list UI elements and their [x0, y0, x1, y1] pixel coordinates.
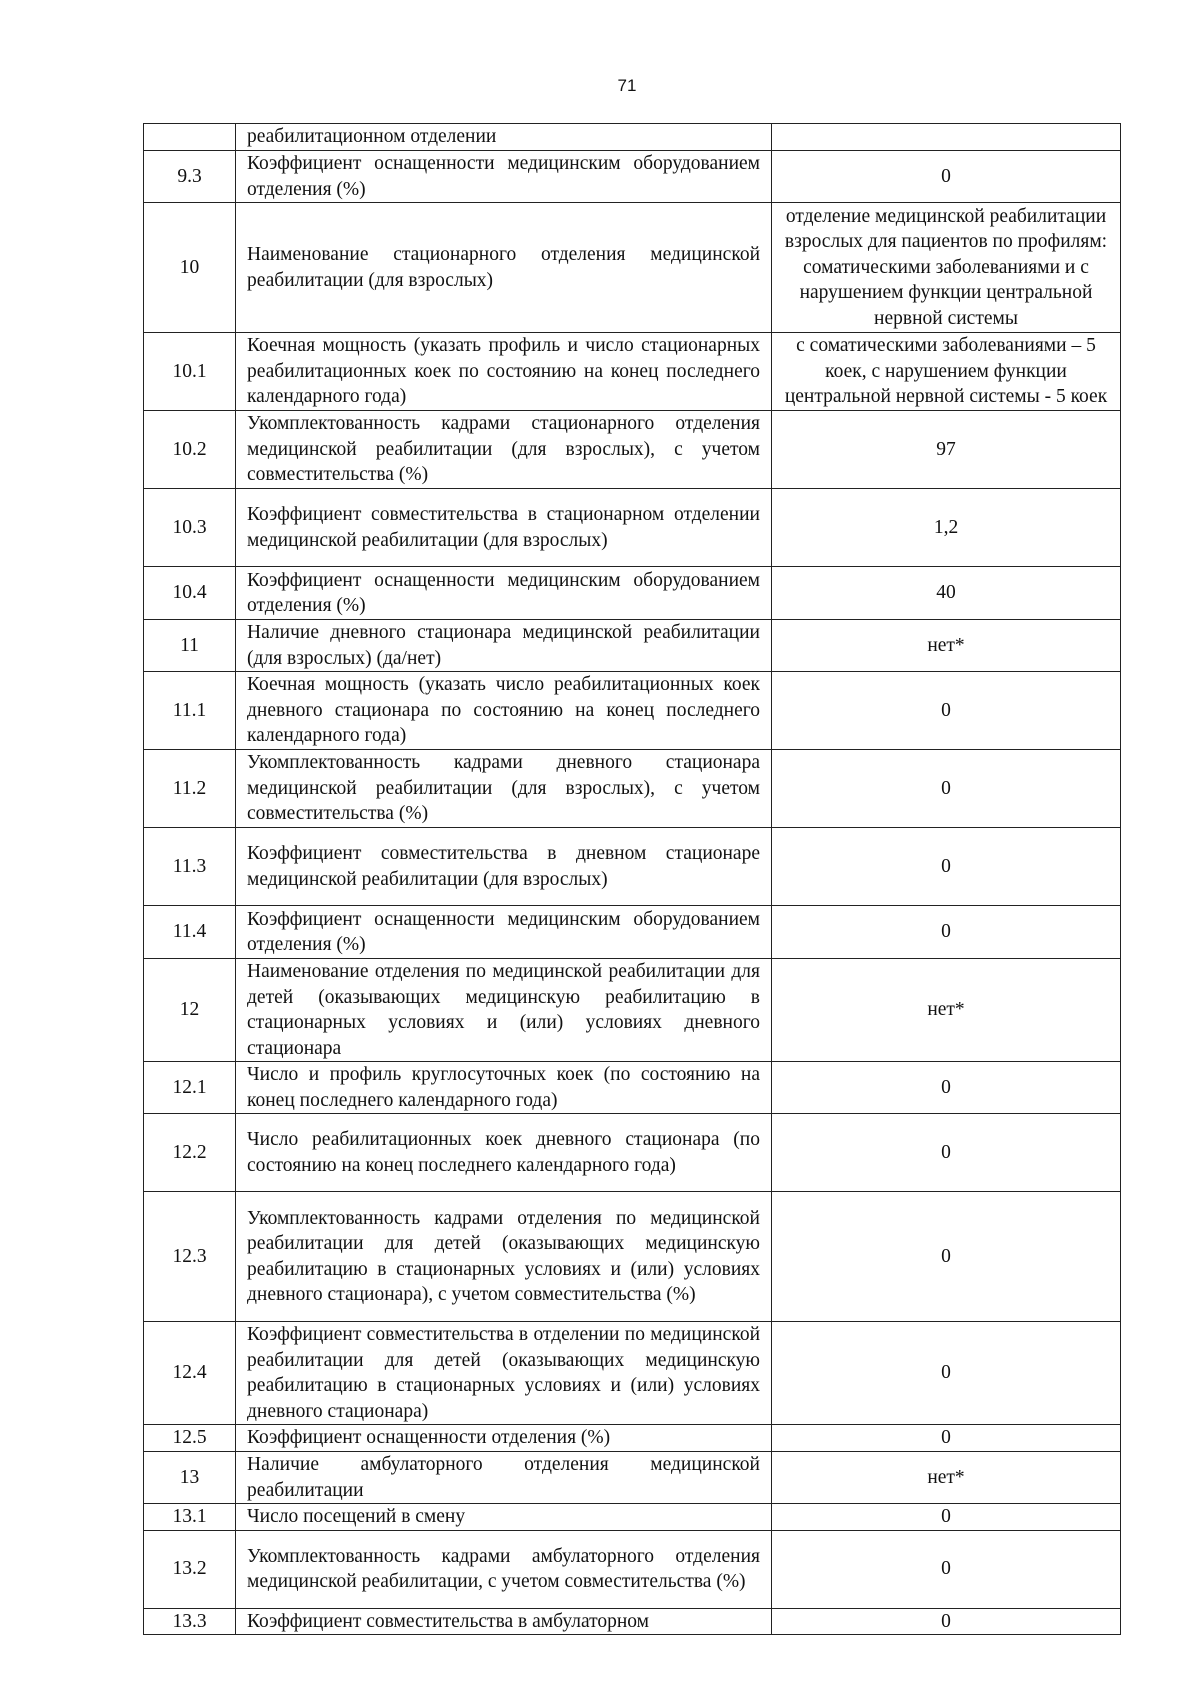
indicator-value-cell: 0 [772, 151, 1121, 203]
indicator-value-cell: 40 [772, 567, 1121, 620]
row-number-cell: 11.2 [144, 750, 236, 828]
indicator-value-cell: 0 [772, 750, 1121, 828]
table-row [144, 906, 1121, 959]
table-row [144, 1114, 1121, 1192]
table-row [144, 1504, 1121, 1531]
row-number-cell: 11 [144, 620, 236, 672]
indicator-name-cell: Коэффициент совместительства в дневном стационаре медицинской реабилитации (для взрослых) [236, 828, 772, 906]
table-row [144, 489, 1121, 567]
row-number-cell: 11.3 [144, 828, 236, 906]
indicator-name-cell: Коэффициент совместительства в отделении по медицинской реабилитации для детей (оказывающих медицинскую реабилитацию в стационарных условиях и (или) условиях дневного стационара) [236, 1322, 772, 1425]
row-number-cell: 12 [144, 959, 236, 1062]
indicator-name-cell: Наличие амбулаторного отделения медицинской реабилитации [236, 1452, 772, 1504]
row-number-cell: 10.3 [144, 489, 236, 567]
row-number-cell: 10.1 [144, 333, 236, 411]
table-row [144, 203, 1121, 333]
indicator-name-cell: Число посещений в смену [236, 1504, 772, 1531]
row-number-cell: 12.1 [144, 1062, 236, 1114]
row-number-cell: 13 [144, 1452, 236, 1504]
indicator-value-cell: 0 [772, 1114, 1121, 1192]
indicator-name-cell: Укомплектованность кадрами амбулаторного отделения медицинской реабилитации, с учетом совместительства (%) [236, 1530, 772, 1608]
indicator-value-cell: 0 [772, 1504, 1121, 1531]
indicator-value-cell: 0 [772, 1192, 1121, 1322]
indicator-value-cell: отделение медицинской реабилитации взрослых для пациентов по профилям: соматическими заболеваниями и с нарушением функции центральной нервной системы [772, 203, 1121, 333]
indicator-name-cell: Наименование стационарного отделения медицинской реабилитации (для взрослых) [236, 203, 772, 333]
table-row [144, 1452, 1121, 1504]
table-row [144, 620, 1121, 672]
row-number-cell: 11.4 [144, 906, 236, 959]
indicator-name-cell: Коэффициент оснащенности отделения (%) [236, 1425, 772, 1452]
indicator-value-cell: нет* [772, 620, 1121, 672]
indicator-value-cell: нет* [772, 1452, 1121, 1504]
indicator-name-cell: Коечная мощность (указать профиль и число стационарных реабилитационных коек по состоянию на конец последнего календарного года) [236, 333, 772, 411]
table-body [144, 124, 1121, 1635]
table-row [144, 1425, 1121, 1452]
indicator-value-cell: 0 [772, 1530, 1121, 1608]
indicators-table [143, 123, 1121, 1635]
row-number-cell: 10.2 [144, 411, 236, 489]
indicator-value-cell: 0 [772, 906, 1121, 959]
row-number-cell: 12.2 [144, 1114, 236, 1192]
indicator-value-cell: 97 [772, 411, 1121, 489]
table-row [144, 672, 1121, 750]
indicator-name-cell: Число и профиль круглосуточных коек (по состоянию на конец последнего календарного года) [236, 1062, 772, 1114]
indicator-value-cell: с соматическими заболеваниями – 5 коек, с нарушением функции центральной нервной системы - 5 коек [772, 333, 1121, 411]
table-row [144, 124, 1121, 151]
page-number: 71 [617, 76, 637, 95]
row-number-cell [144, 124, 236, 151]
indicator-value-cell: 0 [772, 1322, 1121, 1425]
indicator-name-cell: Укомплектованность кадрами дневного стационара медицинской реабилитации (для взрослых), с учетом совместительства (%) [236, 750, 772, 828]
row-number-cell: 13.2 [144, 1530, 236, 1608]
row-number-cell: 12.4 [144, 1322, 236, 1425]
table-row [144, 1608, 1121, 1635]
indicator-value-cell: 0 [772, 1062, 1121, 1114]
row-number-cell: 12.3 [144, 1192, 236, 1322]
indicator-name-cell: Укомплектованность кадрами стационарного отделения медицинской реабилитации (для взрослых), с учетом совместительства (%) [236, 411, 772, 489]
indicator-value-cell: 1,2 [772, 489, 1121, 567]
indicator-name-cell: Коэффициент оснащенности медицинским оборудованием отделения (%) [236, 567, 772, 620]
indicator-name-cell: Коэффициент совместительства в стационарном отделении медицинской реабилитации (для взрослых) [236, 489, 772, 567]
table-row [144, 567, 1121, 620]
table-row [144, 411, 1121, 489]
row-number-cell: 10 [144, 203, 236, 333]
row-number-cell: 9.3 [144, 151, 236, 203]
table-row [144, 750, 1121, 828]
indicator-name-cell: Коечная мощность (указать число реабилитационных коек дневного стационара по состоянию на конец последнего календарного года) [236, 672, 772, 750]
row-number-cell: 10.4 [144, 567, 236, 620]
indicator-name-cell: Коэффициент оснащенности медицинским оборудованием отделения (%) [236, 151, 772, 203]
row-number-cell: 12.5 [144, 1425, 236, 1452]
table-row [144, 828, 1121, 906]
indicator-name-cell: Наименование отделения по медицинской реабилитации для детей (оказывающих медицинскую реабилитацию в стационарных условиях и (или) условиях дневного стационара [236, 959, 772, 1062]
indicator-value-cell: 0 [772, 672, 1121, 750]
indicator-name-cell: Число реабилитационных коек дневного стационара (по состоянию на конец последнего календарного года) [236, 1114, 772, 1192]
indicator-name-cell: Укомплектованность кадрами отделения по медицинской реабилитации для детей (оказывающих медицинскую реабилитацию в стационарных условиях и (или) условиях дневного стационара), с учетом совместительства (%) [236, 1192, 772, 1322]
indicator-name-cell: Коэффициент оснащенности медицинским оборудованием отделения (%) [236, 906, 772, 959]
indicator-value-cell: нет* [772, 959, 1121, 1062]
table-row [144, 151, 1121, 203]
row-number-cell: 13.3 [144, 1608, 236, 1635]
indicator-value-cell: 0 [772, 1608, 1121, 1635]
table-row [144, 333, 1121, 411]
indicator-name-cell: Коэффициент совместительства в амбулаторном [236, 1608, 772, 1635]
indicator-value-cell [772, 124, 1121, 151]
table-row [144, 1322, 1121, 1425]
indicator-value-cell: 0 [772, 1425, 1121, 1452]
row-number-cell: 13.1 [144, 1504, 236, 1531]
table-row [144, 1062, 1121, 1114]
table-row [144, 959, 1121, 1062]
indicator-name-cell: Наличие дневного стационара медицинской реабилитации (для взрослых) (да/нет) [236, 620, 772, 672]
row-number-cell: 11.1 [144, 672, 236, 750]
table-row [144, 1530, 1121, 1608]
table-row [144, 1192, 1121, 1322]
indicator-value-cell: 0 [772, 828, 1121, 906]
indicator-name-cell: реабилитационном отделении [236, 124, 772, 151]
